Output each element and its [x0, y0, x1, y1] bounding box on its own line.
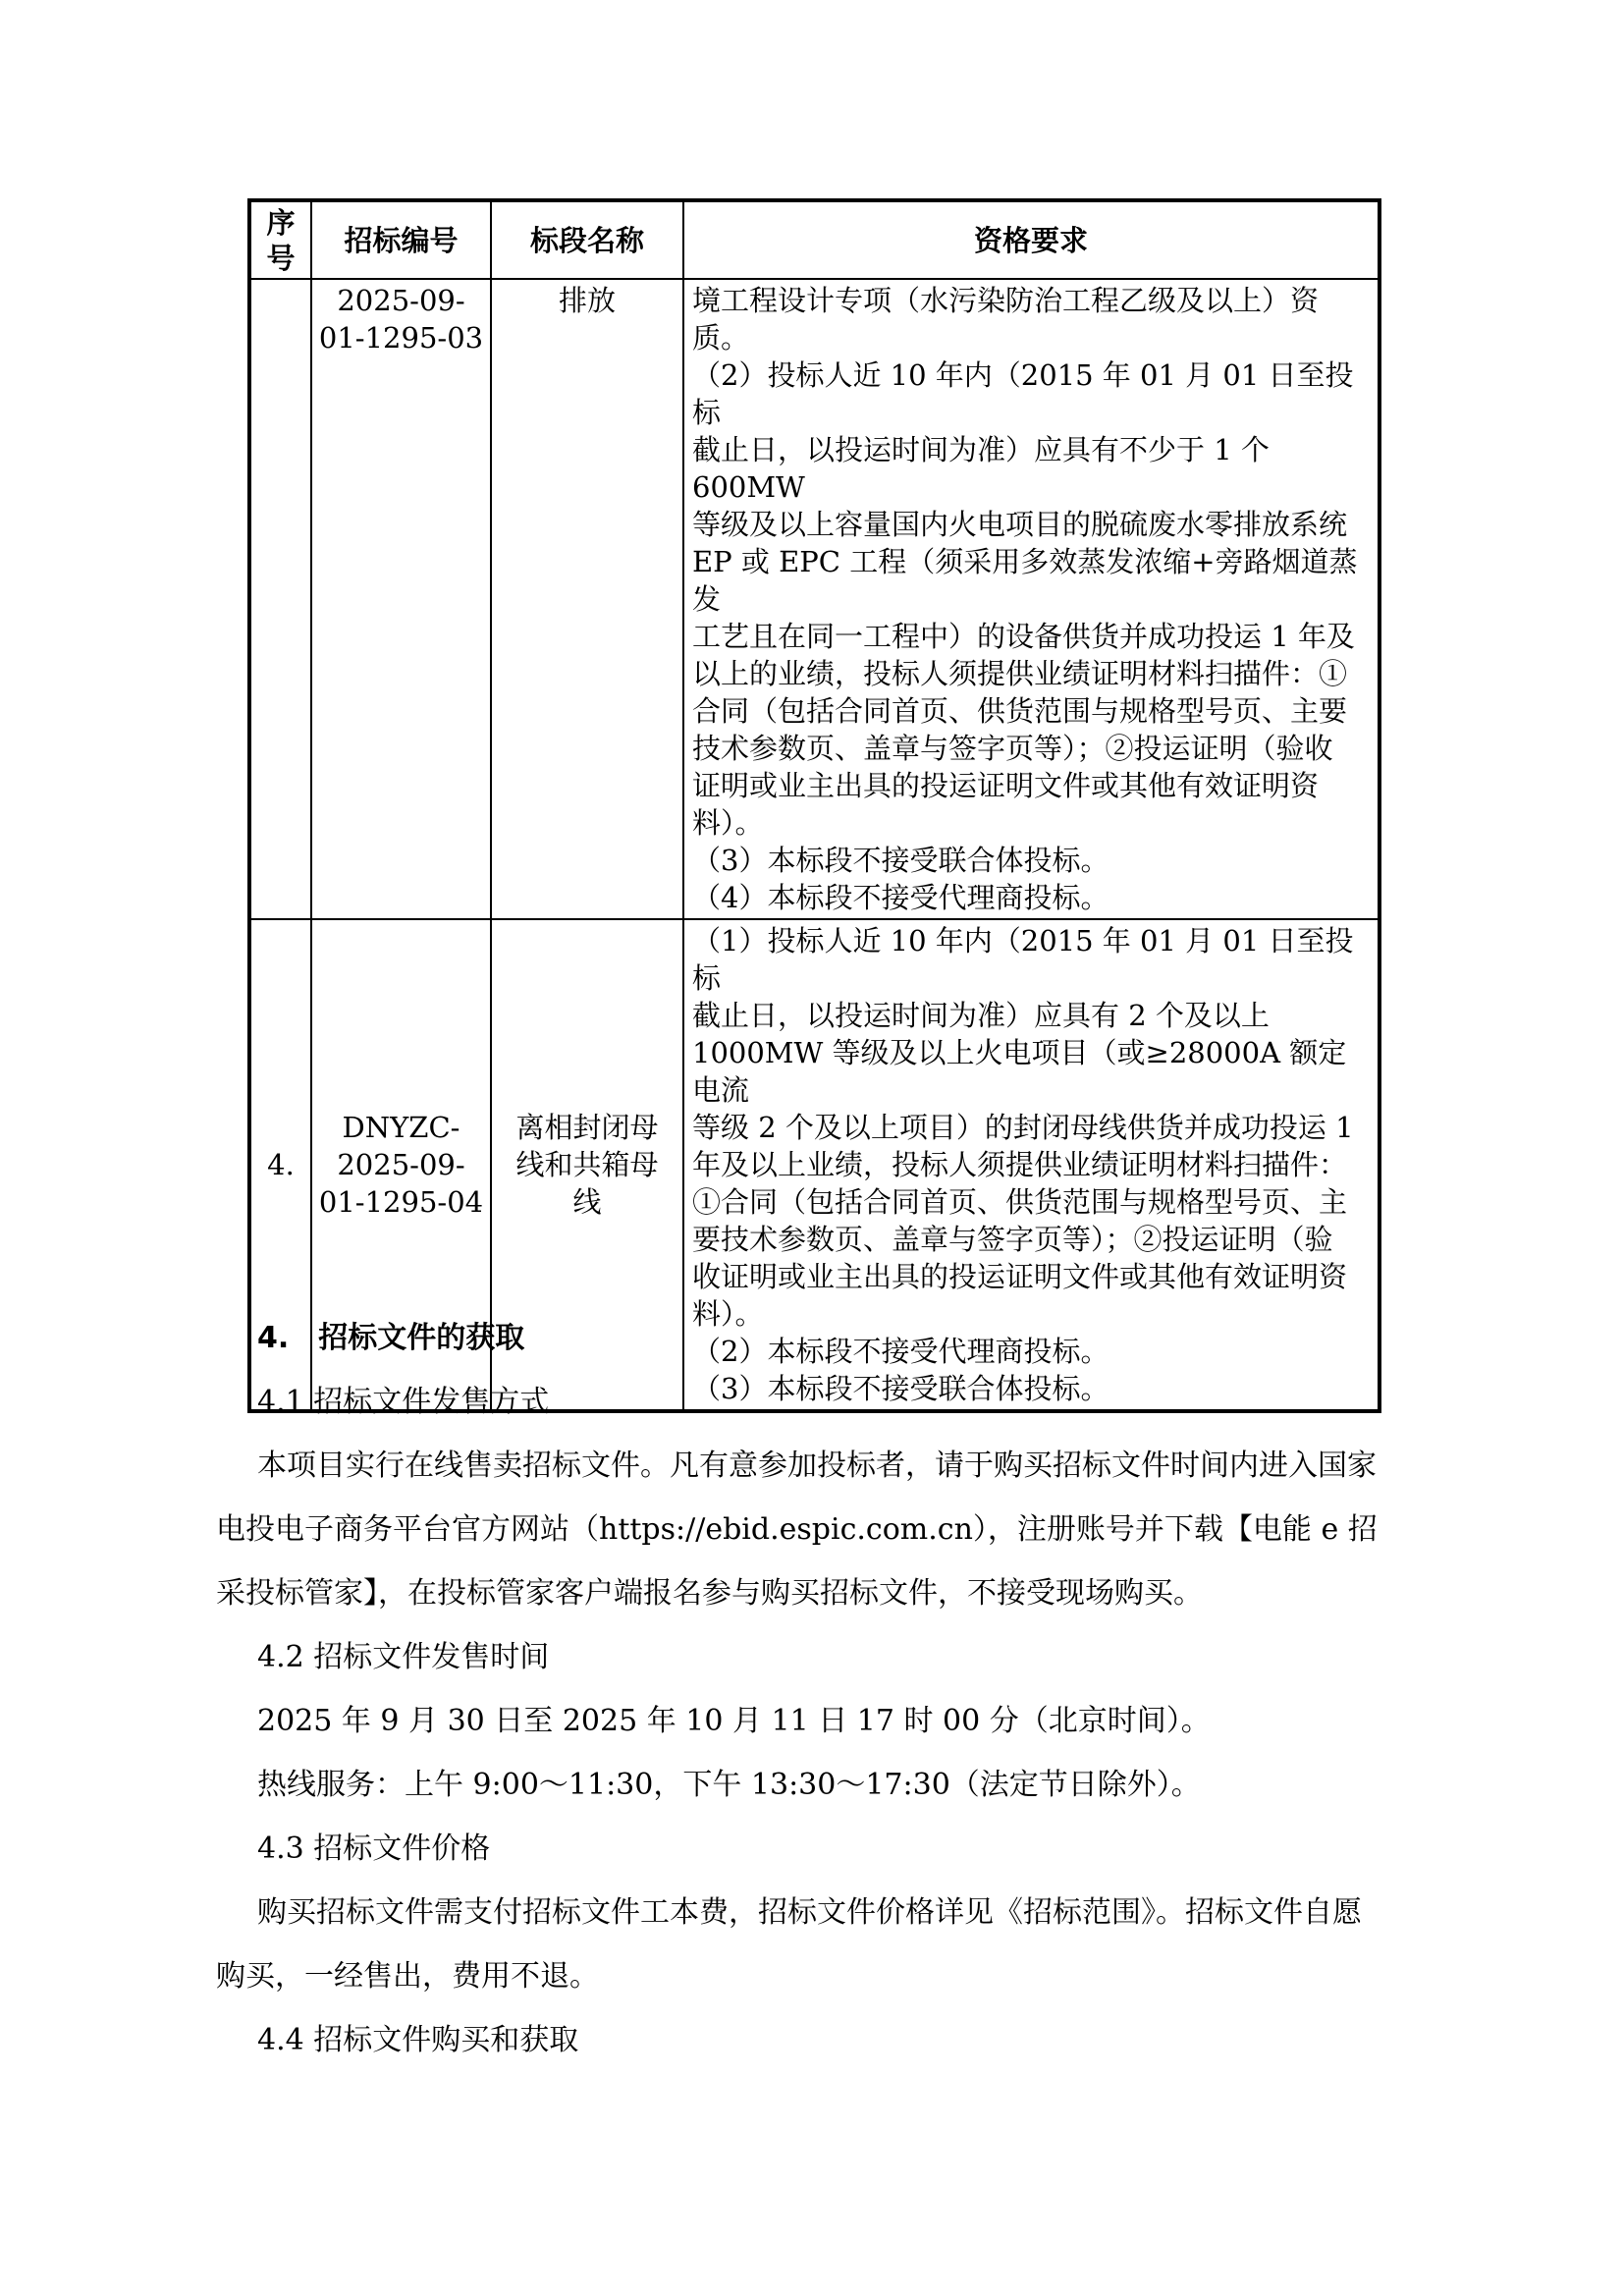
cell-seq: 4.: [249, 919, 311, 1411]
header-qualification-requirements: 资格要求: [683, 200, 1380, 279]
bid-sections-table: [247, 198, 1381, 1413]
paragraph-line: 购买，一经售出，费用不退。: [216, 1959, 599, 1994]
paragraph-line-with-url: 电投电子商务平台官方网站（https://ebid.espic.com.cn），注册账号并下载【电能 e 招: [216, 1512, 1378, 1547]
table-row: [249, 279, 1380, 919]
header-section-name: 标段名称: [491, 200, 683, 279]
cell-qualification-requirements: 境工程设计专项（水污染防治工程乙级及以上）资 质。 （2）投标人近 10 年内（2015 年 01 月 01 日至投标 截止日，以投运时间为准）应具有不少于 1 个 600MW 等级及以上容量国内火电项目的脱硫废水零排放系统 EP 或 EPC 工程（须采用多效蒸发浓缩+旁路烟道蒸发 工艺且在同一工程中）的设备供货并成功投运 1 年及 以上的业绩，投标人须提供业绩证明材料扫描件：① 合同（包括合同首页、供货范围与规格型号页、主要 技术参数页、盖章与签字页等）；②投运证明（验收 证明或业主出具的投运证明文件或其他有效证明资 料）。 （3）本标段不接受联合体投标。 （4）本标段不接受代理商投标。: [683, 279, 1380, 919]
section-heading-4: 4. 招标文件的获取: [257, 1321, 525, 1355]
header-tender-code: 招标编号: [311, 200, 491, 279]
table-header-row: [249, 200, 1380, 279]
cell-seq: [249, 279, 311, 919]
cell-section-name: 排放: [491, 279, 683, 919]
document-body: [216, 1306, 1424, 2072]
subsection-heading-4-2: 4.2 招标文件发售时间: [257, 1640, 550, 1674]
subsection-heading-4-3: 4.3 招标文件价格: [257, 1831, 491, 1866]
paragraph-line: 本项目实行在线售卖招标文件。凡有意参加投标者，请于购买招标文件时间内进入国家: [257, 1449, 1377, 1483]
cell-tender-code: DNYZC- 2025-09- 01-1295-04: [311, 919, 491, 1411]
paragraph-line: 购买招标文件需支付招标文件工本费，招标文件价格详见《招标范围》。招标文件自愿: [257, 1895, 1362, 1930]
hotline-hours-line: 热线服务：上午 9:00～11:30，下午 13:30～17:30（法定节日除外）。: [257, 1768, 1201, 1802]
header-seq: 序 号: [249, 200, 311, 279]
cell-section-name: 离相封闭母 线和共箱母 线: [491, 919, 683, 1411]
cell-tender-code: 2025-09- 01-1295-03: [311, 279, 491, 919]
cell-qualification-requirements: （1）投标人近 10 年内（2015 年 01 月 01 日至投标 截止日，以投运时间为准）应具有 2 个及以上 1000MW 等级及以上火电项目（或≥28000A 额定电流 等级 2 个及以上项目）的封闭母线供货并成功投运 1 年及以上业绩，投标人须提供业绩证明材料扫描件： ①合同（包括合同首页、供货范围与规格型号页、主 要技术参数页、盖章与签字页等）；②投运证明（验 收证明或业主出具的投运证明文件或其他有效证明资 料）。 （2）本标段不接受代理商投标。 （3）本标段不接受联合体投标。: [683, 919, 1380, 1411]
paragraph-line: 采投标管家】，在投标管家客户端报名参与购买招标文件，不接受现场购买。: [216, 1576, 1203, 1611]
sale-period-line: 2025 年 9 月 30 日至 2025 年 10 月 11 日 17 时 00 分（北京时间）。: [257, 1704, 1211, 1738]
subsection-heading-4-4: 4.4 招标文件购买和获取: [257, 2023, 579, 2057]
subsection-heading-4-1: 4.1 招标文件发售方式: [257, 1385, 550, 1419]
